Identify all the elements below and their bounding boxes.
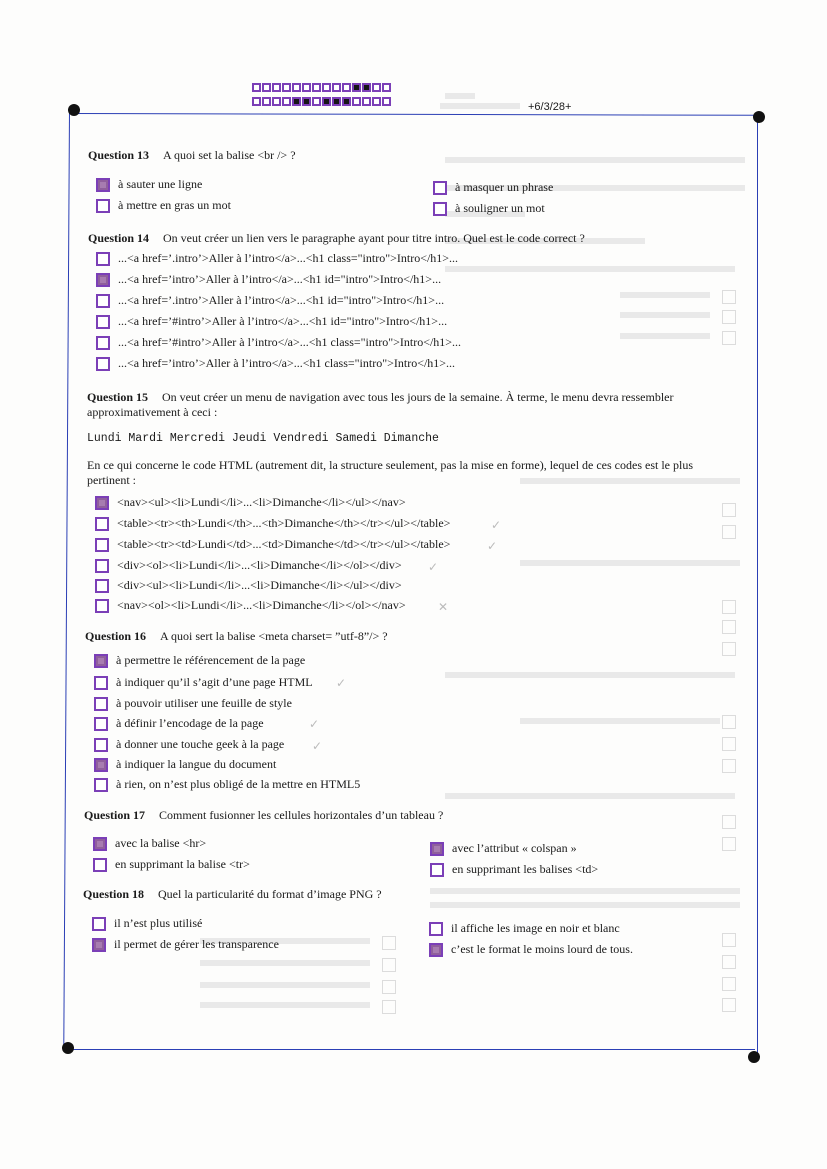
option-label: à souligner un mot [455,201,545,215]
option-label: à sauter une ligne [118,177,203,191]
question-text: Quel la particularité du format d’image PNG ? [158,887,382,901]
barcode-cell [292,97,301,106]
barcode-cell [252,97,261,106]
option-item[interactable] [96,198,231,213]
option-label: ...<a href=’intro’>Aller à l’intro</a>...<h1 class="intro">Intro</h1>... [118,356,456,370]
option-label: <table><tr><td>Lundi</td>...<td>Dimanche</td></tr></ul></table> [117,537,451,551]
checkbox[interactable] [95,599,109,613]
pencil-cross-mark: ✕ [438,600,449,614]
corner-marker-top-left [68,104,80,116]
checkbox[interactable] [94,717,108,731]
option-label: à indiquer la langue du document [116,757,277,771]
question-15 [87,390,751,420]
question-text: On veut créer un menu de navigation avec tous les jours de la semaine. À terme, le menu devra ressembler [162,390,674,404]
barcode-cell [342,83,351,92]
instruction-line-1: En ce qui concerne le code HTML (autrement dit, la structure seulement, pas la mise en forme), lequel de ces codes est le plus [87,458,693,472]
option-item[interactable] [95,598,406,613]
option-label: c’est le format le moins lourd de tous. [451,942,633,956]
option-item[interactable] [94,716,264,731]
barcode-cell [302,83,311,92]
option-item[interactable] [92,937,279,952]
barcode-cell [272,97,281,106]
pencil-tick-mark: ✓ [487,539,498,553]
checkbox[interactable] [95,579,109,593]
question-13 [88,148,296,163]
barcode-cell [372,83,381,92]
option-label: il n’est plus utilisé [114,916,203,930]
question-number: Question 18 [83,887,145,901]
checkbox[interactable] [433,202,447,216]
checkbox[interactable] [96,273,110,287]
option-item[interactable] [94,675,313,690]
barcode-cell [282,83,291,92]
question-number: Question 15 [87,390,149,404]
pencil-tick-mark: ✓ [336,676,347,690]
corner-marker-bottom-left [62,1042,74,1054]
checkbox[interactable] [96,357,110,371]
barcode-cell [282,97,291,106]
question-number: Question 13 [88,148,150,162]
question-15-instructions [87,458,757,488]
checkbox[interactable] [96,294,110,308]
option-item[interactable] [94,777,360,792]
barcode-cell [372,97,381,106]
option-label: à donner une touche geek à la page [116,737,285,751]
option-item[interactable] [95,558,402,573]
option-item[interactable] [95,495,406,510]
checkbox[interactable] [94,738,108,752]
checkbox[interactable] [96,252,110,266]
barcode-cell [362,83,371,92]
option-label: ...<a href=’.intro’>Aller à l’intro</a>...<h1 class="intro">Intro</h1>... [118,251,459,265]
checkbox[interactable] [95,559,109,573]
question-text-continued: approximativement à ceci : [87,405,218,419]
question-number: Question 14 [88,231,150,245]
option-label: ...<a href=’intro’>Aller à l’intro</a>...<h1 id="intro">Intro</h1>... [118,272,442,286]
barcode-cell [352,83,361,92]
option-item[interactable] [96,356,455,371]
question-text: A quoi sert la balise <meta charset= ”utf-8”/> ? [160,629,388,643]
option-item[interactable] [96,293,444,308]
barcode-cell [342,97,351,106]
question-14 [88,231,585,246]
option-item[interactable] [430,841,577,856]
option-label: <div><ul><li>Lundi</li>...<li>Dimanche</li></ul></div> [117,578,402,592]
checkbox[interactable] [96,178,110,192]
barcode-cell [262,97,271,106]
option-item[interactable] [96,314,447,329]
question-text: On veut créer un lien vers le paragraphe ayant pour titre intro. Quel est le code correct ? [163,231,585,245]
option-item[interactable] [94,653,305,668]
checkbox[interactable] [430,842,444,856]
option-label: <div><ol><li>Lundi</li>...<li>Dimanche</li></ol></div> [117,558,402,572]
barcode-cell [252,83,261,92]
option-item[interactable] [94,737,284,752]
checkbox[interactable] [92,938,106,952]
barcode-cell [262,83,271,92]
option-label: à masquer un phrase [455,180,554,194]
barcode-cell [382,97,391,106]
option-label: à permettre le référencement de la page [116,653,306,667]
option-label: à indiquer qu’il s’agit d’une page HTML [116,675,313,689]
checkbox[interactable] [433,181,447,195]
option-item[interactable] [92,916,202,931]
checkbox[interactable] [94,697,108,711]
option-label: il affiche les image en noir et blanc [451,921,620,935]
option-label: ...<a href=’#intro’>Aller à l’intro</a>...<h1 id="intro">Intro</h1>... [118,314,448,328]
barcode-row-2 [252,97,391,106]
option-item[interactable] [96,251,458,266]
checkbox[interactable] [94,778,108,792]
question-number: Question 17 [84,808,146,822]
option-item[interactable] [94,696,292,711]
checkbox[interactable] [93,837,107,851]
option-label: ...<a href=’.intro’>Aller à l’intro</a>...<h1 id="intro">Intro</h1>... [118,293,445,307]
option-label: <nav><ol><li>Lundi</li>...<li>Dimanche</li></ol></nav> [117,598,406,612]
option-label: <nav><ul><li>Lundi</li>...<li>Dimanche</li></ul></nav> [117,495,406,509]
pencil-tick-mark: ✓ [309,717,320,731]
barcode-cell [352,97,361,106]
pencil-tick-mark: ✓ [491,518,502,532]
question-text: A quoi set la balise <br /> ? [163,148,296,162]
corner-marker-top-right [753,111,765,123]
checkbox[interactable] [430,863,444,877]
option-label: à définir l’encodage de la page [116,716,264,730]
option-label: <table><tr><th>Lundi</th>...<th>Dimanche</th></tr></ul></table> [117,516,451,530]
option-item[interactable] [96,177,202,192]
option-label: en supprimant la balise <tr> [115,857,250,871]
option-item[interactable] [95,516,450,531]
question-number: Question 16 [85,629,147,643]
option-label: avec l’attribut « colspan » [452,841,577,855]
option-item[interactable] [95,537,450,552]
option-item[interactable] [94,757,276,772]
barcode-cell [382,83,391,92]
barcode-cell [312,97,321,106]
option-label: avec la balise <hr> [115,836,207,850]
checkbox[interactable] [95,538,109,552]
menu-example: Lundi Mardi Mercredi Jeudi Vendredi Samedi Dimanche [87,432,439,445]
instruction-line-2: pertinent : [87,473,136,487]
corner-marker-bottom-right [748,1051,760,1063]
option-item[interactable] [95,578,402,593]
option-item[interactable] [433,201,545,216]
page-code: +6/3/28+ [528,101,572,113]
barcode-cell [272,83,281,92]
frame-left [63,110,70,1048]
pencil-tick-mark: ✓ [428,560,439,574]
option-item[interactable] [96,272,441,287]
option-label: à rien, on n’est plus obligé de la mettre en HTML5 [116,777,361,791]
question-17 [84,808,443,823]
question-18 [83,887,382,902]
question-text: Comment fusionner les cellules horizontales d’un tableau ? [159,808,444,822]
barcode-cell [312,83,321,92]
checkbox[interactable] [93,858,107,872]
option-label: à mettre en gras un mot [118,198,231,212]
question-16 [85,629,388,644]
barcode-cell [292,83,301,92]
option-item[interactable] [433,180,553,195]
frame-bottom [68,1049,755,1050]
barcode-row-1 [252,83,391,92]
option-item[interactable] [429,921,620,936]
checkbox[interactable] [96,199,110,213]
checkbox[interactable] [429,943,443,957]
checkbox[interactable] [94,758,108,772]
checkbox[interactable] [92,917,106,931]
option-label: ...<a href=’#intro’>Aller à l’intro</a>...<h1 class="intro">Intro</h1>... [118,335,462,349]
checkbox[interactable] [429,922,443,936]
option-item[interactable] [430,862,598,877]
option-item[interactable] [429,942,633,957]
checkbox[interactable] [96,336,110,350]
option-label: il permet de gérer les transparence [114,937,279,951]
checkbox[interactable] [95,517,109,531]
checkbox[interactable] [94,654,108,668]
barcode-cell [322,83,331,92]
barcode-cell [332,83,341,92]
frame-top [74,113,760,116]
barcode-cell [322,97,331,106]
option-item[interactable] [96,335,461,350]
option-item[interactable] [93,857,250,872]
checkbox[interactable] [96,315,110,329]
option-item[interactable] [93,836,206,851]
option-label: à pouvoir utiliser une feuille de style [116,696,292,710]
frame-right [757,118,758,1056]
barcode-cell [362,97,371,106]
pencil-tick-mark: ✓ [312,739,323,753]
barcode-cell [332,97,341,106]
barcode-cell [302,97,311,106]
checkbox[interactable] [95,496,109,510]
checkbox[interactable] [94,676,108,690]
option-label: en supprimant les balises <td> [452,862,599,876]
